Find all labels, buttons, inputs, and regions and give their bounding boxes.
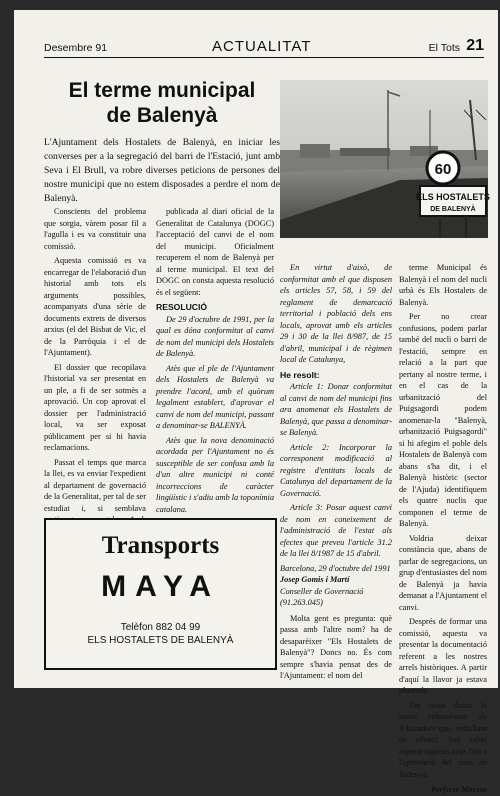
paragraph: Aquesta comissió es va encarregar de l'elaboració d'un historial amb tots els arguments possibles, acompanyats d'una sèrie de documents extrets de diversos arxius (el del Bisbat de Vic, el de la Parròquia i el de l'Ajuntament). [44,256,146,357]
paragraph: Atès que la nova denominació acordada per l'Ajuntament no és susceptible de ser confosa amb la d'un altre municipi ni conté incorreccions de caràcter lingüístic i s'adiu amb la toponímia catalana. [156,435,274,514]
paragraph: Després de formar una comissió, aquesta va presentar la documentació referent a les nostres arrels històriques. A partir d'aquí la llavor ja estava plantada. [399,617,487,695]
photo-illustration [280,80,488,238]
paragraph: El dossier que recopilava l'historial va ser presentat en un ple, a fi de ser sotmès a aprovació. Un cop aprovat el dossier per l'administració local, va ser exposat públicament per si hi havia reclamacions. [44,362,146,452]
article-column-2 [156,206,274,518]
article-column-1 [44,206,146,552]
advert-company-name: MAYA [101,570,220,603]
paragraph: Passat el temps que marca la llei, es va enviar l'expedient al departament de governació de la Generalitat, per tal de ser estudiat i, si semblava [44,457,146,513]
issue-date: Desembre 91 [44,42,108,54]
paragraph: En virtut d'això, de conformitat amb el que disposen els articles 57, 58, i 59 del reglament de demarcació territorial i població dels ens locals, aprovat amb els articles 29 i 30 de la llei 8/987, de 15 d'abril, municipal i de règimen local de Catalunya, [280,263,392,364]
paragraph: Article 2: Incorporar la corresponent modificació al registre d'entitats locals de Catalunya del departament de la Governació. [280,442,392,498]
page-header [44,39,484,58]
signoff-date: Barcelona, 29 d'octubre del 1991 [280,563,391,573]
article-title [44,78,280,128]
resolved-heading: He resolt: [280,369,320,380]
signoff-ref: (91.263.045) [280,598,323,607]
author-signature: Perfecte Moreso [431,785,487,794]
paragraph: Atès que el ple de l'Ajuntament dels Hostalets de Balenyà va prendre l'acord, amb el quòrum legalment establert, d'aprovar el canvi de nom del municipi, passant a denominar-se BALENYÀ. [156,363,274,430]
town-sign-line-2: DE BALENYÀ [430,206,476,213]
speed-limit-value: 60 [434,161,452,178]
town-sign-line-1: ELS HOSTALETS [416,192,490,202]
paragraph: Voldria deixar constància que, abans de parlar de segregacions, un grup d'entusiastes del nom de Balenyà ja havia demanat a l'Ajuntament el canvi. [399,533,487,612]
article-column-4 [399,262,487,796]
paragraph: Molta gent es pregunta: què passa amb l'altre nom? ha de desaparèixer "Els Hostalets de Balenyà"? Doncs no. És com sempre s'havia pensat des de l'Ajuntament: el nom del [280,613,392,680]
paragraph: Article 1: Donar conformitat al canvi de nom del municipi fins ara anomenat els Hostalets de Balenyà, que passa a denominar-se Balenyà. [280,382,392,437]
paragraph: terme Municipal és Balenyà i el nom del nucli urbà és Els Hostalets de Balenyà. [399,263,487,307]
transport-advert [44,518,277,670]
signoff-role: Conseller de Governació [280,586,364,596]
resolution-heading: RESOLUCIÓ [156,302,208,312]
page-number: 21 [466,37,484,54]
publication-name: El Tots [428,42,460,54]
paragraph: Em resta donar la meva enhorabona als il·luitadors que, treballant en silenci, han sabut esperar aquests anys fins a l'aprovació del nom de Balenyà. [399,700,488,779]
signoff-name: Josep Gomis i Martí [280,575,350,584]
title-line-1: El terme municipal [68,79,256,102]
paragraph: Article 3: Posar aquest canvi de nom en coneixement de l'administració de l'estat als efectes que preveu l'article 31.2 de la llei 8/1987 de 15 d'abril. [280,503,392,558]
paragraph: Conscients del problema que sorgia, vàrem posar fil a l'agulla i es va constituir una comissió. [44,207,146,251]
advert-line-1: Transports [101,532,220,559]
magazine-page [14,10,498,794]
advert-phone: Telèfon 882 04 99 [120,622,201,633]
road-sign-photo [280,80,488,238]
paragraph: publicada al diari oficial de la Generalitat de Catalunya (DOGC) l'acceptació del canvi de el nom del municipi. Oficialment recuperem el nom de Balenyà per al terme municipal. El text del DOGC on consta aquesta resolució és el següent: [156,207,274,297]
article-lead: L'Ajuntament dels Hostalets de Balenyà, en iniciar les converses per a la segregació del barri de l'Estació, junt amb Seva i El Brull, va robre diverses peticions de persones del nostre municipi que no estem disposades a perdre el nom de Balenyà. [44,137,280,204]
advert-location: ELS HOSTALETS DE BALENYÀ [87,635,234,646]
article-column-3 [280,262,392,685]
paragraph: De 29 d'octubre de 1991, per la qual es dóna conformitat al canvi de nom del municipi dels Hostalets de Balenyà. [156,314,274,358]
title-line-2: de Balenyà [106,104,218,127]
paragraph: Per no crear confusions, podem parlar també del nucli o barri de l'estació, sempre en relació a la part que pertany al nostre terme, i en el cas de la urbanització del Puigsagordi podem anomenar-la "Balenyà, urbanització Puigsagordi" si hi afegim el poble dels Hostalets de Balenyà com abans s'ha dit, i el Balenyà històric (sector de l'Ajuda) identifiquem els quatre nuclis que componen el terme de Balenyà. [399,312,487,528]
section-title: ACTUALITAT [212,38,312,55]
